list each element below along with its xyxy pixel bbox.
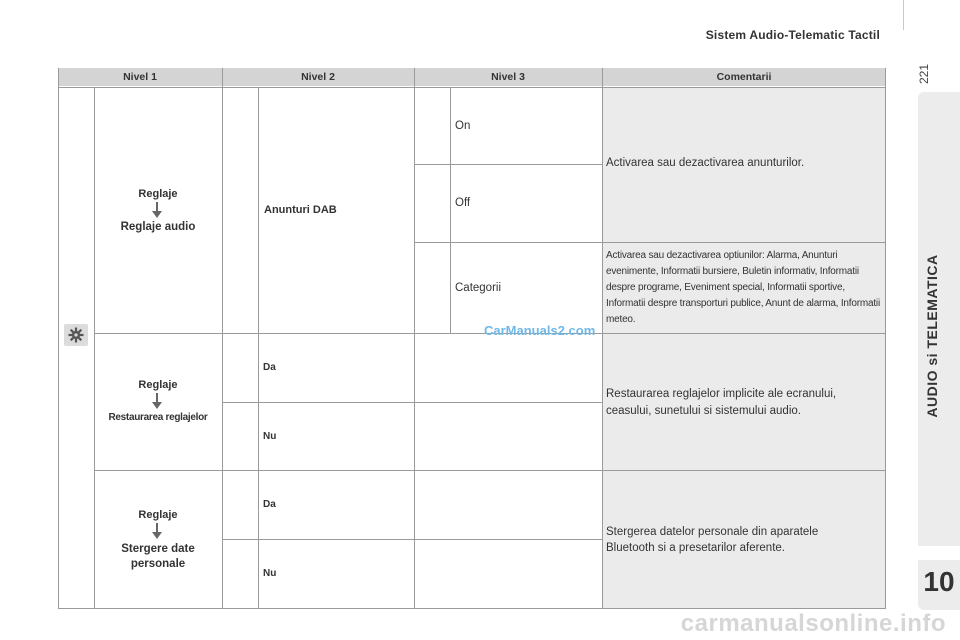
option-categorii: Categorii — [455, 282, 502, 294]
option-off: Off — [455, 197, 471, 209]
option-da-delete: Da — [263, 499, 276, 510]
watermark-footer: carmanualsonline.info — [680, 610, 946, 637]
gear-icon — [64, 324, 88, 346]
comment-delete: Stergerea datelor personale din aparatele Bluetooth si a presetarilor aferente. — [606, 526, 819, 554]
option-on: On — [455, 120, 471, 132]
column-header-nivel-2: Nivel 2 — [222, 68, 414, 86]
nivel2-anunturi-dab: Anunturi DAB — [264, 204, 337, 216]
comment-restore: Restaurarea reglajelor implicite ale ecranului, ceasului, sunetului si sistemului audio. — [606, 388, 837, 417]
comment-categorii: Activarea sau dezactivarea optiunilor: Alarma, Anunturi evenimente, Informatii bursiere, Buletin informativ, Informatii despre programe, Eveniment special, Informatii sportive, Informatii despre transporturi publice, Anunt de alarma, Informatii meteo. — [606, 250, 880, 325]
option-da-restore: Da — [263, 362, 276, 373]
chapter-number: 10 — [923, 566, 955, 597]
option-nu-restore: Nu — [263, 431, 277, 442]
column-header-nivel-1: Nivel 1 — [58, 68, 222, 86]
column-header-comentarii: Comentarii — [602, 68, 886, 86]
nivel1-restaurarea-reglajelor: Restaurarea reglajelor — [108, 412, 208, 423]
option-nu-delete: Nu — [263, 568, 277, 579]
nivel1-reglaje-delete: Reglaje — [138, 509, 178, 521]
nivel1-stergere-date-personale: Stergere date personale — [121, 543, 195, 570]
column-header-nivel-3: Nivel 3 — [414, 68, 602, 86]
comment-on-off: Activarea sau dezactivarea anunturilor. — [606, 157, 805, 169]
chapter-label-text: AUDIO si TELEMATICA — [924, 254, 940, 418]
page-number: 221 — [917, 63, 931, 85]
nivel1-reglaje: Reglaje — [138, 188, 178, 200]
section-title: Sistem Audio-Telematic Tactil — [705, 28, 880, 42]
nivel1-reglaje-audio: Reglaje audio — [120, 221, 196, 233]
watermark-carmanuals: CarManuals2.com — [484, 323, 596, 338]
nivel1-reglaje-restore: Reglaje — [138, 379, 178, 391]
